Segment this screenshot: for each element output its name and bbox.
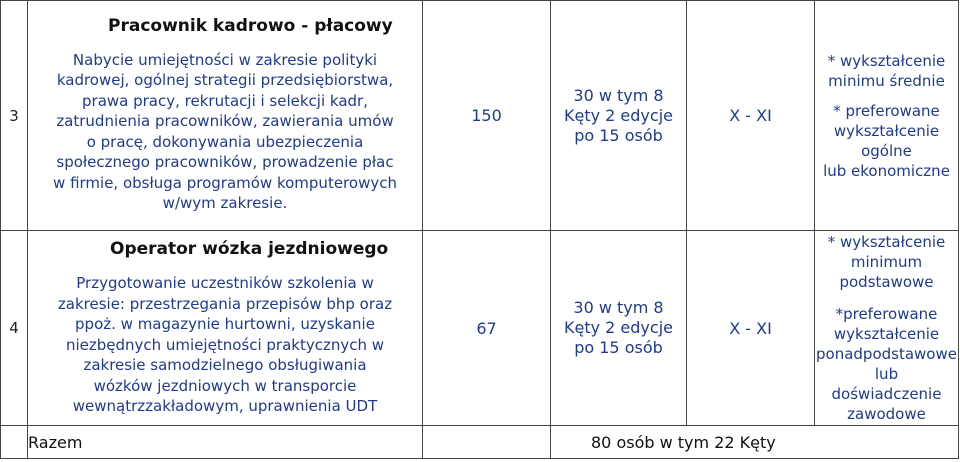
requirements-cell	[815, 231, 959, 426]
course-description	[28, 273, 422, 417]
groups-cell	[551, 1, 687, 231]
requirement-line: * wykształcenie	[827, 51, 946, 70]
requirement-block	[815, 232, 958, 292]
table-row	[1, 1, 959, 231]
description-line: ppoż. w magazynie hurtowni, uzyskanie	[75, 315, 375, 334]
requirement-block	[815, 101, 958, 181]
row-number: 4	[1, 231, 28, 426]
requirement-line: * preferowane	[833, 101, 940, 120]
description-line: wewnątrzzakładowym, uprawnienia UDT	[72, 397, 378, 416]
table-row	[1, 231, 959, 426]
course-title: Operator wózka jezdniowego	[110, 239, 389, 260]
requirement-line: doświadczenie	[831, 385, 942, 403]
summary-row	[1, 426, 959, 459]
groups-cell	[551, 231, 687, 426]
requirement-line: minimum podstawowe	[839, 253, 934, 291]
description-line: Nabycie umiejętności w zakresie polityki	[72, 50, 378, 69]
course-cell	[28, 1, 423, 231]
description-line: kadrowej, ogólnej strategii przedsiębiorstwa,	[56, 71, 394, 89]
requirement-line: ponadpodstawowe lub	[816, 345, 957, 383]
description-line: o pracę, dokonywania ubezpieczenia	[86, 132, 364, 151]
description-line: społecznego pracowników, prowadzenie płac	[56, 153, 394, 171]
requirement-line: lub ekonomiczne	[823, 161, 950, 180]
groups-line: 30 w tym 8	[573, 85, 664, 105]
summary-hours-cell	[423, 426, 551, 459]
hours-cell: 67	[423, 231, 551, 426]
description-line: zakresie: przestrzegania przepisów bhp oraz	[57, 294, 393, 313]
requirement-line: wykształcenie ogólne	[833, 121, 940, 160]
requirement-line: wykształcenie	[833, 325, 940, 343]
requirements-cell	[815, 1, 959, 231]
requirement-line: *preferowane	[835, 305, 938, 323]
course-cell	[28, 231, 423, 426]
course-title: Pracownik kadrowo - płacowy	[108, 15, 393, 36]
summary-label: Razem	[28, 426, 423, 459]
requirement-line: * wykształcenie	[827, 233, 946, 251]
row-number: 3	[1, 1, 28, 231]
groups-line: po 15 osób	[574, 125, 663, 145]
description-line: w firmie, obsługa programów komputerowych	[53, 173, 397, 192]
description-line: niezbędnych umiejętności praktycznych w	[65, 335, 385, 354]
requirement-block	[815, 51, 958, 91]
requirement-block	[815, 304, 958, 424]
requirement-line: zawodowe	[847, 405, 926, 423]
description-line: zatrudnienia pracowników, zawierania umów	[56, 112, 394, 130]
groups-line: Kęty 2 edycje	[564, 105, 673, 125]
groups-line: 30 w tym 8	[573, 298, 664, 317]
requirement-line: minimu średnie	[828, 71, 945, 90]
months-cell: X - XI	[687, 1, 815, 231]
summary-number-cell	[1, 426, 28, 459]
description-line: wózków jezdniowych w transporcie	[93, 376, 357, 395]
months-cell: X - XI	[687, 231, 815, 426]
summary-total: 80 osób w tym 22 Kęty	[551, 426, 959, 459]
course-description	[28, 50, 422, 214]
hours-cell: 150	[423, 1, 551, 231]
groups-line: Kęty 2 edycje	[564, 318, 673, 337]
description-line: Przygotowanie uczestników szkolenia w	[76, 274, 374, 293]
groups-line: po 15 osób	[574, 338, 663, 357]
description-line: prawa pracy, rekrutacji i selekcji kadr,	[82, 91, 368, 110]
description-line: zakresie samodzielnego obsługiwania	[83, 356, 367, 375]
description-line: w/wym zakresie.	[162, 194, 288, 212]
